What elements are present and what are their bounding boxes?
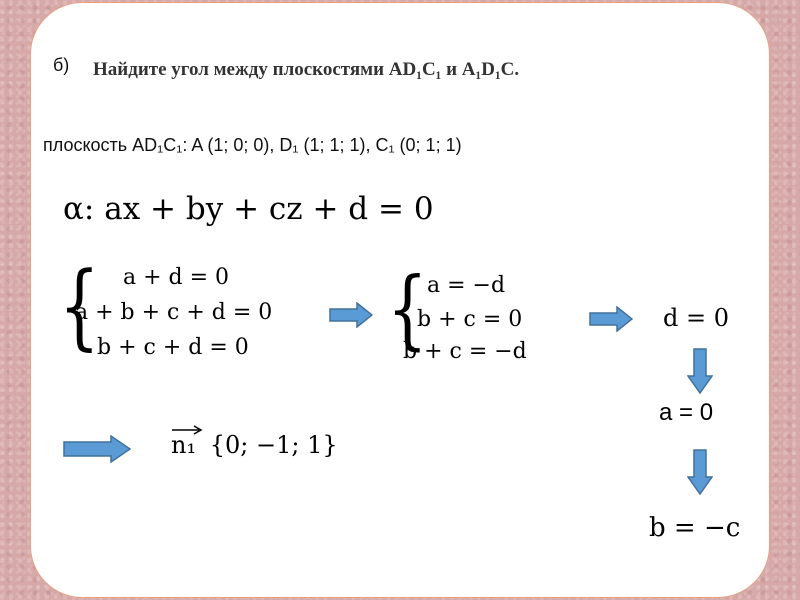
system1-eq2: a + b + c + d = 0 [75, 300, 273, 325]
system1-brace: { [59, 253, 100, 362]
right-arrow-icon [329, 302, 373, 328]
task-title: Найдите угол между плоскостями AD₁C₁ и A₁D₁C. [93, 59, 520, 80]
plane-equation: α: ax + by + cz + d = 0 [63, 191, 434, 227]
system2-eq1: a = −d [427, 273, 506, 298]
normal-vector [171, 431, 338, 459]
result-a: a = 0 [659, 399, 714, 426]
down-arrow-icon [687, 348, 713, 394]
down-arrow-icon [687, 449, 713, 495]
system1-eq3: b + c + d = 0 [97, 335, 249, 360]
right-arrow-icon [63, 435, 131, 463]
normal-vector-name-wrap [171, 431, 196, 459]
system2-brace: { [387, 260, 428, 361]
normal-vector-name: n₁ [171, 431, 197, 459]
plane-points-line: плоскость AD₁C₁: A (1; 0; 0), D₁ (1; 1; 1), C₁ (0; 1; 1) [43, 135, 462, 155]
slide-frame [30, 2, 770, 598]
task-prefix: б) [53, 55, 70, 75]
system1-eq1: a + d = 0 [123, 265, 230, 290]
system2-eq3: b + c = −d [403, 339, 527, 364]
vector-arrow-icon [171, 425, 203, 435]
normal-vector-coords: {0; −1; 1} [209, 431, 338, 459]
right-arrow-icon [589, 306, 633, 332]
result-d: d = 0 [663, 304, 729, 332]
result-b: b = −c [649, 513, 741, 543]
system2-eq2: b + c = 0 [417, 307, 523, 332]
